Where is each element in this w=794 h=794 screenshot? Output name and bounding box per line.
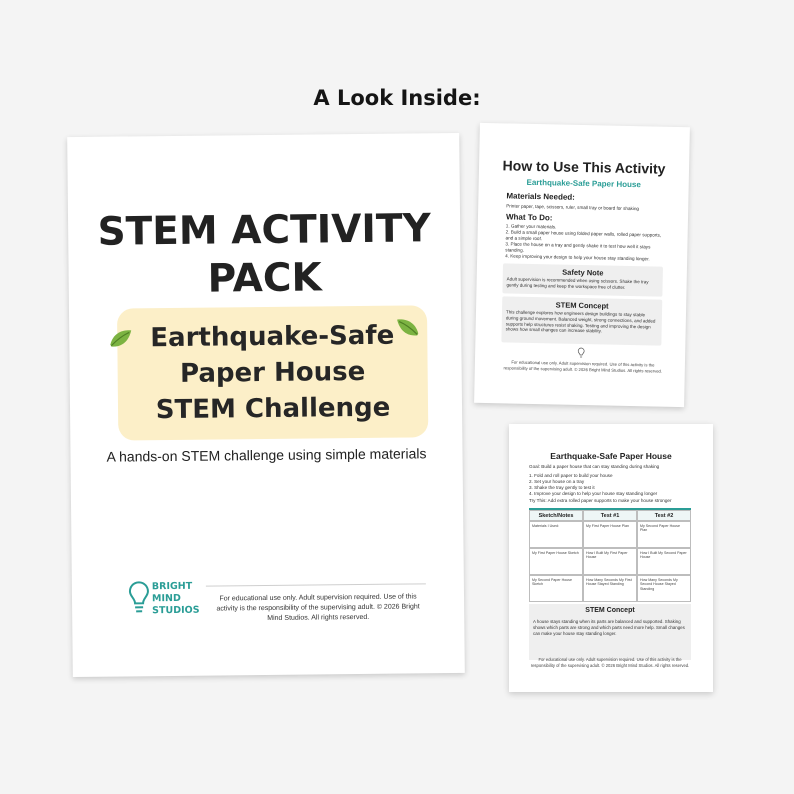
concept-text: This challenge explores how engineers design buildings to stay stable during ground movement. Balanced weight, strong connections, and added supports help structures resist shaking. Testing and improving the design shows how small changes can increase stability. xyxy=(505,309,656,334)
table-cell: My First Paper House Plan xyxy=(583,521,637,548)
list-item: 4. Improve your design to help your house stay standing longer xyxy=(529,491,658,496)
safety-text: Adult supervision is recommended when using scissors. Shake the tray gently during testing and keep the workspace free of clutter. xyxy=(506,276,649,290)
table-cell: How Many Seconds My First House Stayed Standing xyxy=(583,575,637,602)
table-cell: How I Built My Second Paper House xyxy=(637,548,691,575)
cover-page xyxy=(67,133,465,677)
try-this-text: Try This: Add extra rolled paper supports to make your house stronger xyxy=(529,498,672,503)
cover-footer: For educational use only. Adult supervision required. Use of this activity is the responsibility of the supervising adult. © 2026 Bright Mind Studios. All rights reserved. xyxy=(216,593,420,622)
worksheet-page xyxy=(509,424,713,692)
challenge-title: Earthquake-Safe Paper House STEM Challenge xyxy=(150,320,395,426)
materials-text: Printer paper, tape, scissors, ruler, small tray or board for shaking xyxy=(506,203,640,212)
worksheet-title: Earthquake-Safe Paper House xyxy=(550,451,672,461)
table-cell: My First Paper House Sketch xyxy=(529,548,583,575)
worksheet-concept-text: A house stays standing when its parts are balanced and supported. Shaking shows which parts are strong and which parts need more help. Small changes can make your house stay standing longer. xyxy=(533,619,685,636)
lightbulb-icon xyxy=(128,580,150,616)
concept-box xyxy=(501,296,662,345)
cover-subtitle: A hands-on STEM challenge using simple materials xyxy=(106,445,427,465)
brand-name: BRIGHT MIND STUDIOS xyxy=(151,580,200,617)
concept-heading: STEM Concept xyxy=(555,300,609,311)
table-cell: My Second Paper House Sketch xyxy=(529,575,583,602)
worksheet-concept-box xyxy=(529,604,691,660)
safety-heading: Safety Note xyxy=(562,267,604,278)
list-item: 2. Set your house on a tray xyxy=(529,479,585,484)
table-cell: How Many Seconds My Second House Stayed Standing xyxy=(637,575,691,602)
brand-logo xyxy=(128,577,209,634)
lightbulb-icon xyxy=(577,347,585,359)
table-header: Test #2 xyxy=(637,510,691,521)
worksheet-footer: For educational use only. Adult supervision required. Use of this activity is the responsibility of the supervising adult. © 2026 Bright Mind Studios. All rights reserved. xyxy=(530,657,690,668)
list-item: 1. Fold and roll paper to build your house xyxy=(529,473,613,478)
table-cell: Materials I Used: xyxy=(529,521,583,548)
materials-heading: Materials Needed: xyxy=(506,191,575,202)
how-to-title: How to Use This Activity xyxy=(502,157,666,177)
table-cell: My Second Paper House Plan xyxy=(637,521,691,548)
list-item: 1. Gather your materials. xyxy=(505,223,557,230)
test-table xyxy=(529,508,691,602)
worksheet-concept-heading: STEM Concept xyxy=(585,607,635,614)
safety-box xyxy=(502,263,663,296)
page-heading: A Look Inside: xyxy=(313,86,481,110)
worksheet-steps xyxy=(529,473,699,497)
list-item: 4. Keep improving your design to help your house stay standing longer. xyxy=(505,253,650,262)
pack-title: STEM ACTIVITY PACK xyxy=(97,206,431,302)
table-header: Sketch/Notes xyxy=(529,510,583,521)
list-item: 3. Shake the tray gently to test it xyxy=(529,485,595,490)
how-to-page xyxy=(474,123,690,407)
table-header: Test #1 xyxy=(583,510,637,521)
steps-heading: What To Do: xyxy=(505,212,553,223)
goal-text: Goal: Build a paper house that can stay standing during shaking xyxy=(529,464,660,469)
table-cell: How I Built My First Paper House xyxy=(583,548,637,575)
how-to-subtitle: Earthquake-Safe Paper House xyxy=(526,177,641,190)
list-item: 2. Build a small paper house using folded paper walls, rolled paper supports, and a simple roof. xyxy=(505,229,662,242)
how-to-footer: For educational use only. Adult supervision required. Use of this activity is the responsibility of the supervising adult. © 2026 Bright Mind Studios. All rights reserved. xyxy=(503,359,663,374)
steps-list xyxy=(505,223,666,262)
footer-divider xyxy=(206,583,426,586)
list-item: 3. Place the house on a tray and gently shake it to test how well it stays standing. xyxy=(505,241,651,253)
